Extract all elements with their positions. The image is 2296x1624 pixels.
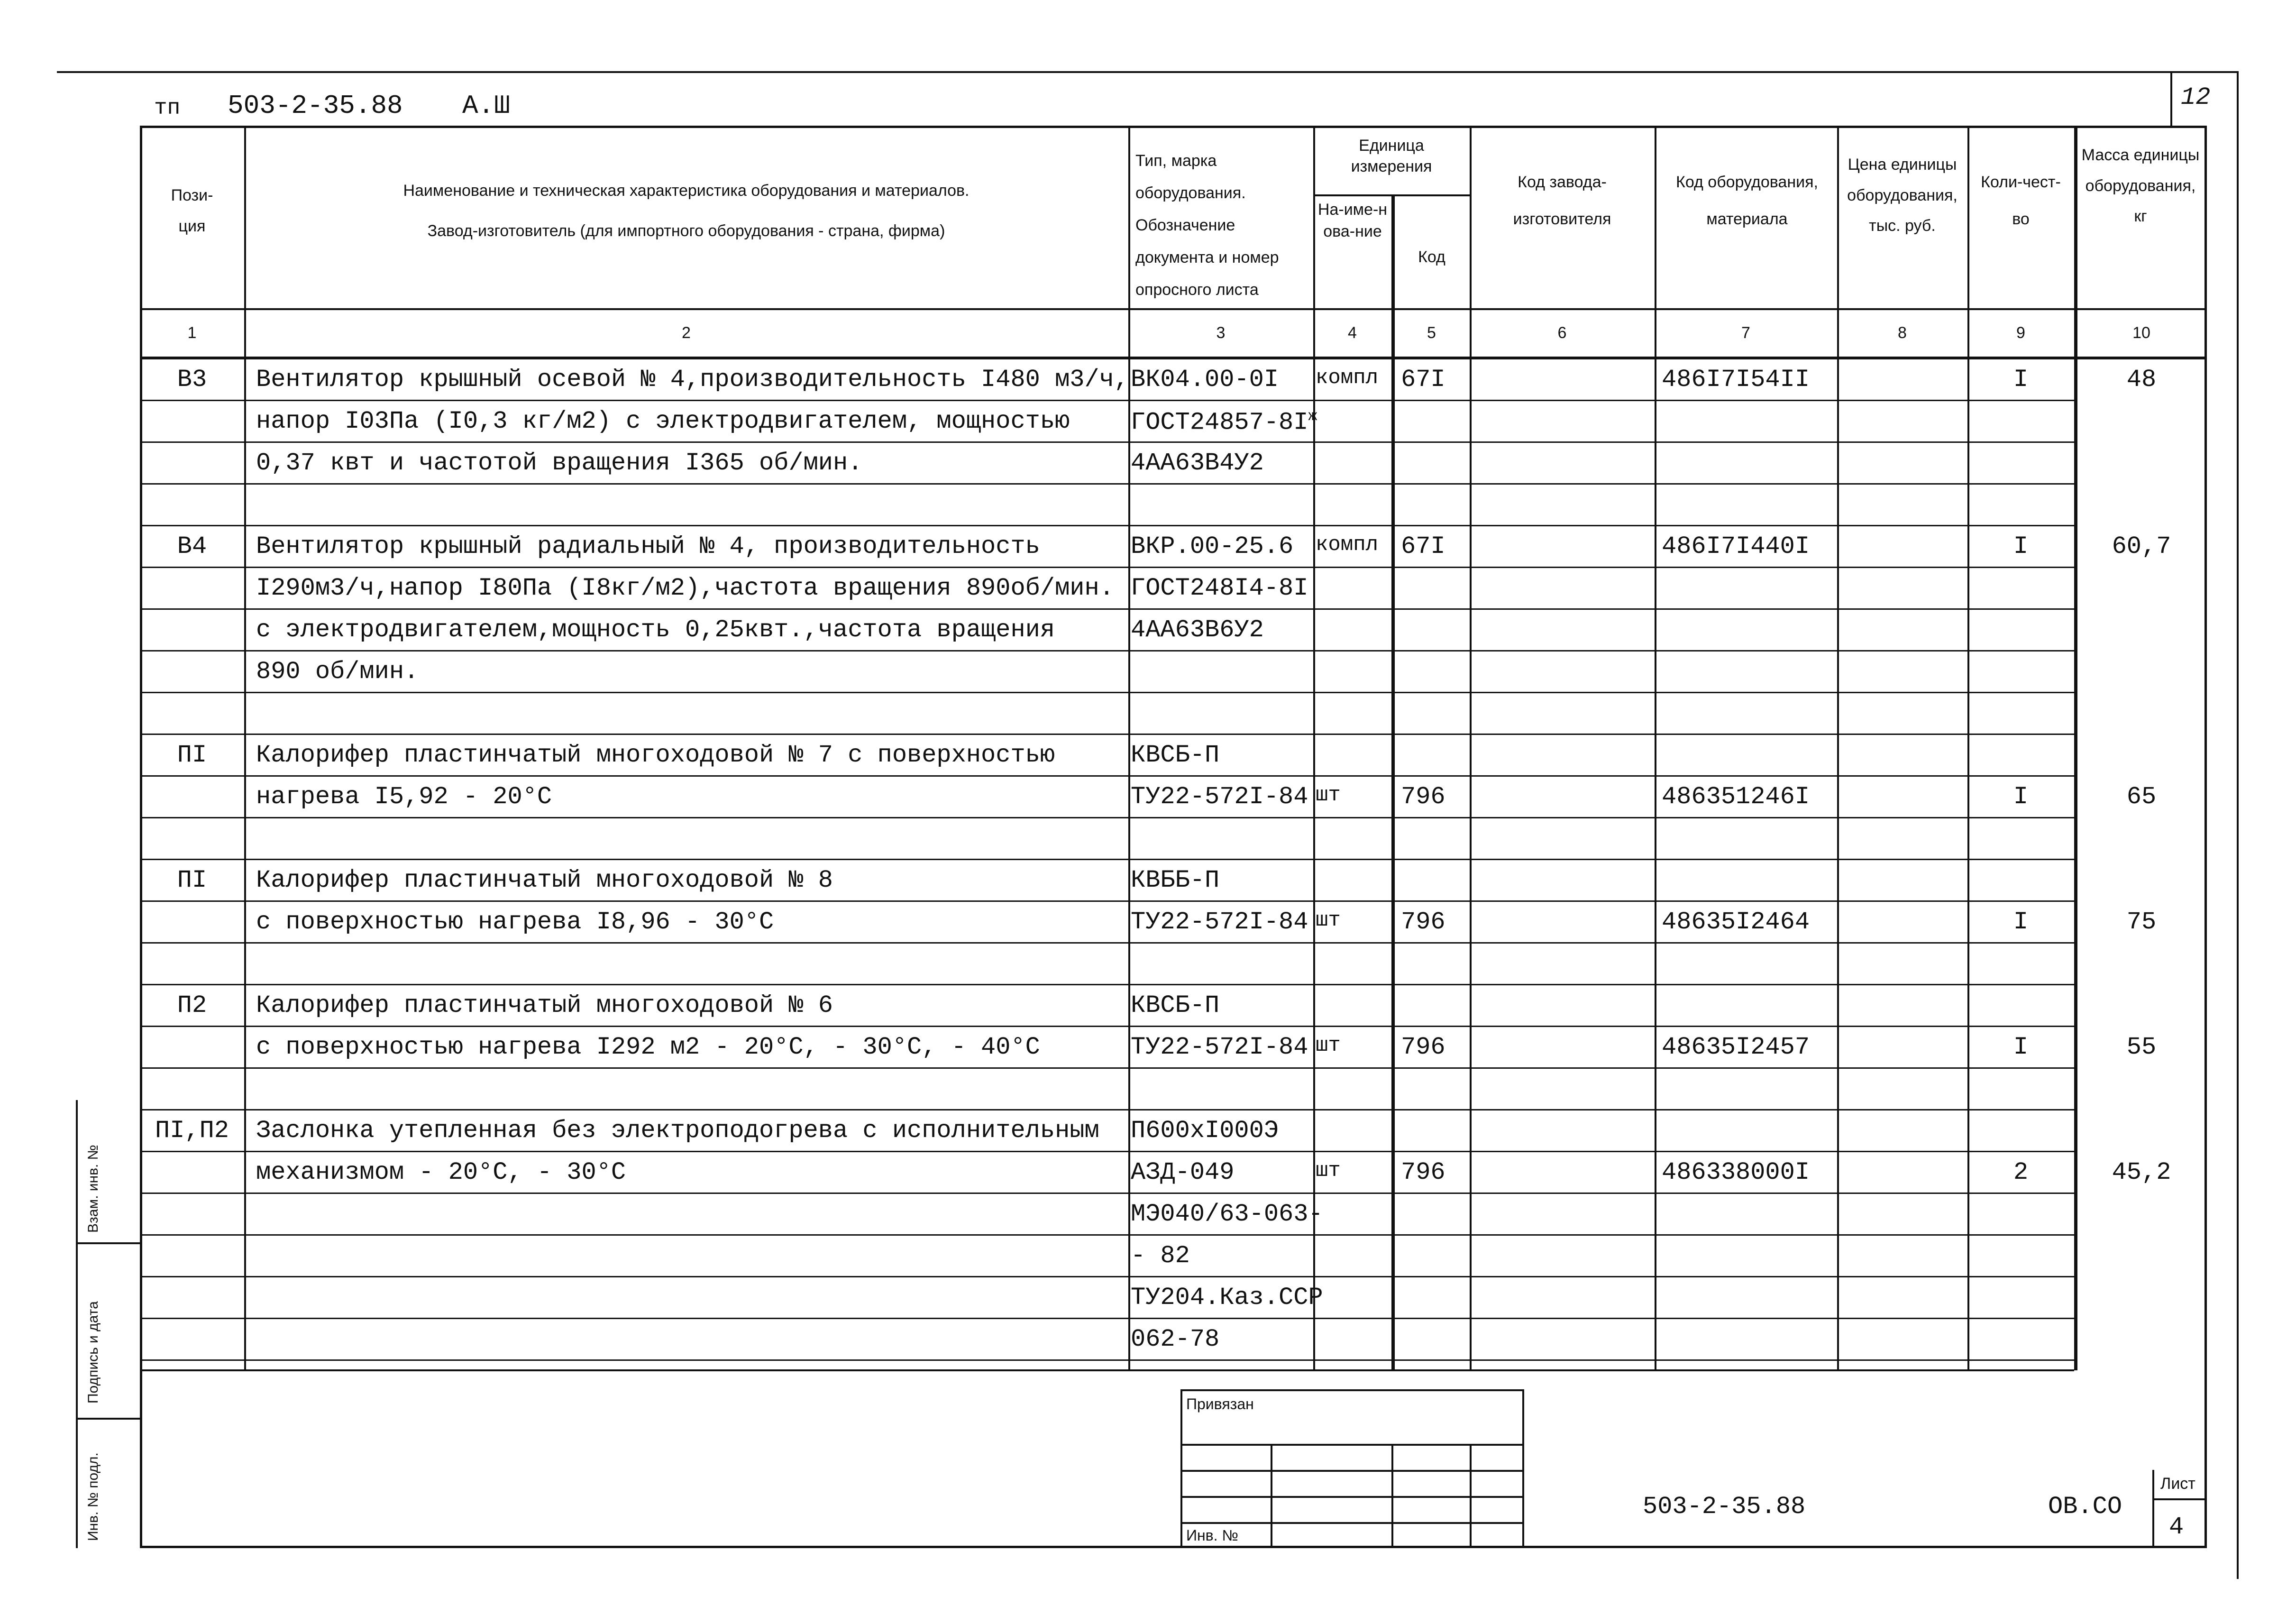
colnum-2: 2 — [682, 324, 691, 342]
table-row-rule — [140, 734, 2074, 735]
row-unit-code: 796 — [1401, 1033, 1445, 1061]
colnum-3: 3 — [1216, 324, 1226, 342]
row-type-mark: КВСБ-П — [1131, 991, 1220, 1019]
row-description: механизмом - 20°С, - 30°С — [256, 1158, 626, 1186]
col-line-6 — [1655, 126, 1656, 1370]
table-row-rule — [140, 525, 2074, 526]
col4-header: На-име-нова-ние — [1317, 201, 1388, 240]
row-equipment-code: 486I7I54II — [1662, 366, 1810, 394]
row-quantity: I — [2013, 1033, 2029, 1061]
colnum-1: 1 — [187, 324, 197, 342]
page-number-divider — [2170, 71, 2172, 126]
col-line-9 — [2074, 126, 2077, 1370]
row-type-mark: ТУ22-572I-84 — [1131, 908, 1308, 936]
row-mass: 75 — [2126, 908, 2157, 936]
colnum-4: 4 — [1348, 324, 1357, 342]
top-rule — [57, 71, 2238, 73]
row-mass: 55 — [2126, 1033, 2157, 1061]
row-unit-name: компл — [1316, 366, 1379, 390]
table-row-rule — [140, 400, 2074, 401]
table-row-rule — [140, 1026, 2074, 1027]
side-stamp-original-inv: Инв. № подл. — [85, 1452, 101, 1541]
table-row-rule — [140, 817, 2074, 818]
header-bottom-rule — [140, 308, 2207, 310]
col9-header: Коли-чест-во — [1981, 173, 2061, 229]
row-mass: 45,2 — [2112, 1158, 2171, 1186]
sheet-box-left — [2152, 1470, 2154, 1548]
col-line-5 — [1470, 126, 1472, 1370]
row-type-mark: КВСБ-П — [1131, 741, 1220, 769]
colnum-7: 7 — [1741, 324, 1750, 342]
row-description: с поверхностью нагрева I8,96 - 30°С — [256, 908, 774, 936]
col-line-7 — [1837, 126, 1839, 1370]
row-description: напор I03Па (I0,3 кг/м2) с электродвигателем, мощностью — [256, 407, 1070, 435]
row-type-mark: ТУ22-572I-84 — [1131, 783, 1308, 811]
table-row-rule — [140, 1193, 2074, 1194]
table-row-rule — [140, 775, 2074, 777]
table-row-rule — [140, 984, 2074, 985]
table-row-rule — [140, 1359, 2074, 1361]
row-description: нагрева I5,92 - 20°С — [256, 783, 552, 811]
col8-header: Цена единицы оборудования, тыс. руб. — [1847, 156, 1958, 235]
col10-header: Масса единицы оборудования, кг — [2081, 146, 2200, 226]
side-stamp-signature-date: Подпись и дата — [85, 1301, 101, 1404]
row-position: ПI,П2 — [155, 1117, 229, 1145]
row-type-mark: 4АА63В4У2 — [1131, 449, 1264, 477]
row-unit-code: 796 — [1401, 783, 1445, 811]
right-border — [2237, 71, 2239, 1579]
row-position: П2 — [177, 991, 207, 1019]
row-type-mark: 4АА63В6У2 — [1131, 616, 1264, 644]
col6-header: Код завода-изготовителя — [1513, 173, 1611, 229]
colnum-5: 5 — [1427, 324, 1436, 342]
row-equipment-code: 486I7I440I — [1662, 532, 1810, 560]
table-row-rule — [140, 1067, 2074, 1069]
bound-stamp-rule-3 — [1180, 1496, 1524, 1498]
table-row-rule — [140, 942, 2074, 944]
table-row-rule — [140, 650, 2074, 651]
side-stamp-divider — [76, 1100, 78, 1548]
row-equipment-code: 486351246I — [1662, 783, 1810, 811]
bound-stamp-rule-4 — [1180, 1522, 1524, 1524]
inv-label: Инв. № — [1186, 1527, 1238, 1544]
sheet-number: 4 — [2169, 1513, 2184, 1541]
row-type-mark: ВК04.00-0I — [1131, 366, 1279, 394]
table-row-rule — [140, 1151, 2074, 1152]
row-description: Калорифер пластинчатый многоходовой № 8 — [256, 866, 833, 894]
col2-header-line1: Завод-изготовитель (для импортного оборудования - страна, фирма) — [427, 222, 945, 240]
row-position: ПI — [177, 741, 207, 769]
album-code: А.Ш — [462, 91, 510, 121]
row-description: с поверхностью нагрева I292 м2 - 20°С, - 30°С, - 40°С — [256, 1033, 1040, 1061]
bound-stamp-col-2 — [1391, 1444, 1393, 1548]
bound-stamp-rule-1 — [1180, 1444, 1524, 1446]
doc-code: 503-2-35.88 — [228, 91, 403, 121]
row-unit-name: шт — [1316, 783, 1341, 807]
row-equipment-code: 48635I2457 — [1662, 1033, 1810, 1061]
page-number: 12 — [2181, 83, 2211, 111]
row-type-mark: МЭ040/63-063- — [1131, 1200, 1323, 1228]
table-row-rule — [140, 567, 2074, 568]
col2-header-line0: Наименование и техническая характеристика оборудования и материалов. — [403, 182, 970, 200]
row-quantity: 2 — [2013, 1158, 2029, 1186]
bound-stamp-rule-2 — [1180, 1470, 1524, 1472]
row-description: Заслонка утепленная без электроподогрева с исполнительным — [256, 1117, 1099, 1145]
row-type-mark: ТУ22-572I-84 — [1131, 1033, 1308, 1061]
colnum-10: 10 — [2132, 324, 2150, 342]
colnum-6: 6 — [1557, 324, 1567, 342]
row-unit-name: шт — [1316, 1034, 1341, 1057]
row-description: Калорифер пластинчатый многоходовой № 6 — [256, 991, 833, 1019]
row-equipment-code: 486338000I — [1662, 1158, 1810, 1186]
row-mass: 65 — [2126, 783, 2157, 811]
row-position: В4 — [177, 532, 207, 560]
row-quantity: I — [2013, 532, 2029, 560]
doc-prefix: тп — [154, 96, 181, 120]
row-unit-name: шт — [1316, 908, 1341, 932]
row-type-mark: ТУ204.Каз.ССР — [1131, 1284, 1323, 1312]
table-body-bottom-rule — [140, 1369, 2074, 1371]
row-unit-code: 67I — [1401, 532, 1445, 560]
col7-header: Код оборудования, материала — [1676, 173, 1818, 229]
table-row-rule — [140, 692, 2074, 693]
row-quantity: I — [2013, 908, 2029, 936]
col-line-1 — [244, 126, 246, 1370]
row-quantity: I — [2013, 366, 2029, 394]
table-row-rule — [140, 1109, 2074, 1110]
col-line-4 — [1391, 194, 1395, 1370]
stamp-sheet-code: ОВ.СО — [2048, 1493, 2122, 1521]
row-unit-code: 796 — [1401, 1158, 1445, 1186]
row-type-mark: - 82 — [1131, 1242, 1190, 1270]
col5-header: Код — [1418, 248, 1445, 266]
colnum-8: 8 — [1898, 324, 1907, 342]
row-description: 0,37 квт и частотой вращения I365 об/мин. — [256, 449, 863, 477]
row-position: ПI — [177, 866, 207, 894]
col3-header: Тип, марка оборудования. Обозначение документа и номер опросного листа — [1135, 152, 1279, 299]
sheet-box-rule — [2152, 1498, 2207, 1500]
table-row-rule — [140, 1234, 2074, 1236]
row-type-mark: АЗД-049 — [1131, 1158, 1235, 1186]
row-unit-code: 67I — [1401, 366, 1445, 394]
row-type-mark: П600хI000Э — [1131, 1117, 1279, 1145]
row-description: Калорифер пластинчатый многоходовой № 7 с поверхностью — [256, 741, 1055, 769]
footnote-mark: ж — [1308, 408, 1317, 425]
row-type-mark: $ГОСТ24857-8I^ж$ — [1131, 408, 1317, 437]
row-type-mark: ВКР.00-25.6 — [1131, 532, 1294, 560]
row-type-mark: КВББ-П — [1131, 866, 1220, 894]
unit-group-header: Единица измерения — [1351, 137, 1432, 176]
col-line-2 — [1128, 126, 1130, 1370]
stamp-doc-code: 503-2-35.88 — [1643, 1493, 1806, 1521]
col-line-3 — [1313, 126, 1315, 1370]
bound-stamp-col-3 — [1470, 1444, 1472, 1548]
col1-header — [142, 180, 242, 241]
row-description: с электродвигателем,мощность 0,25квт.,частота вращения — [256, 616, 1055, 644]
row-quantity: I — [2013, 783, 2029, 811]
side-stamp-rule-1 — [76, 1242, 140, 1244]
row-description: Вентилятор крышный радиальный № 4, производительность — [256, 532, 1040, 560]
row-description: Вентилятор крышный осевой № 4,производительность I480 м3/ч, — [256, 366, 1129, 394]
row-unit-name: шт — [1316, 1159, 1341, 1183]
table-row-rule — [140, 900, 2074, 902]
table-row-rule — [140, 441, 2074, 443]
sheet-label: Лист — [2160, 1475, 2195, 1493]
bound-label: Привязан — [1186, 1395, 1254, 1413]
row-description: 890 об/мин. — [256, 658, 419, 686]
table-row-rule — [140, 608, 2074, 610]
row-description: I290м3/ч,напор I80Па (I8кг/м2),частота вращения 890об/мин. — [256, 574, 1114, 602]
bound-stamp-frame — [1180, 1389, 1524, 1548]
row-unit-name: компл — [1316, 533, 1379, 557]
table-row-rule — [140, 1318, 2074, 1319]
row-unit-code: 796 — [1401, 908, 1445, 936]
side-stamp-rule-2 — [76, 1418, 140, 1420]
row-mass: 48 — [2126, 366, 2157, 394]
row-position: В3 — [177, 366, 207, 394]
table-row-rule — [140, 483, 2074, 485]
table-row-rule — [140, 1276, 2074, 1277]
table-row-rule — [140, 859, 2074, 860]
col1-header-label: Пози- ция — [171, 186, 213, 235]
colnum-bottom-rule — [140, 357, 2207, 359]
colnum-9: 9 — [2016, 324, 2025, 342]
col-line-8 — [1967, 126, 1969, 1370]
bound-stamp-col-1 — [1271, 1444, 1272, 1548]
side-stamp-replace-inv: Взам. инв. № — [85, 1145, 101, 1233]
row-type-mark: 062-78 — [1131, 1325, 1220, 1353]
row-type-mark: ГОСТ248I4-8I — [1131, 574, 1308, 602]
row-mass: 60,7 — [2112, 532, 2171, 560]
row-equipment-code: 48635I2464 — [1662, 908, 1810, 936]
